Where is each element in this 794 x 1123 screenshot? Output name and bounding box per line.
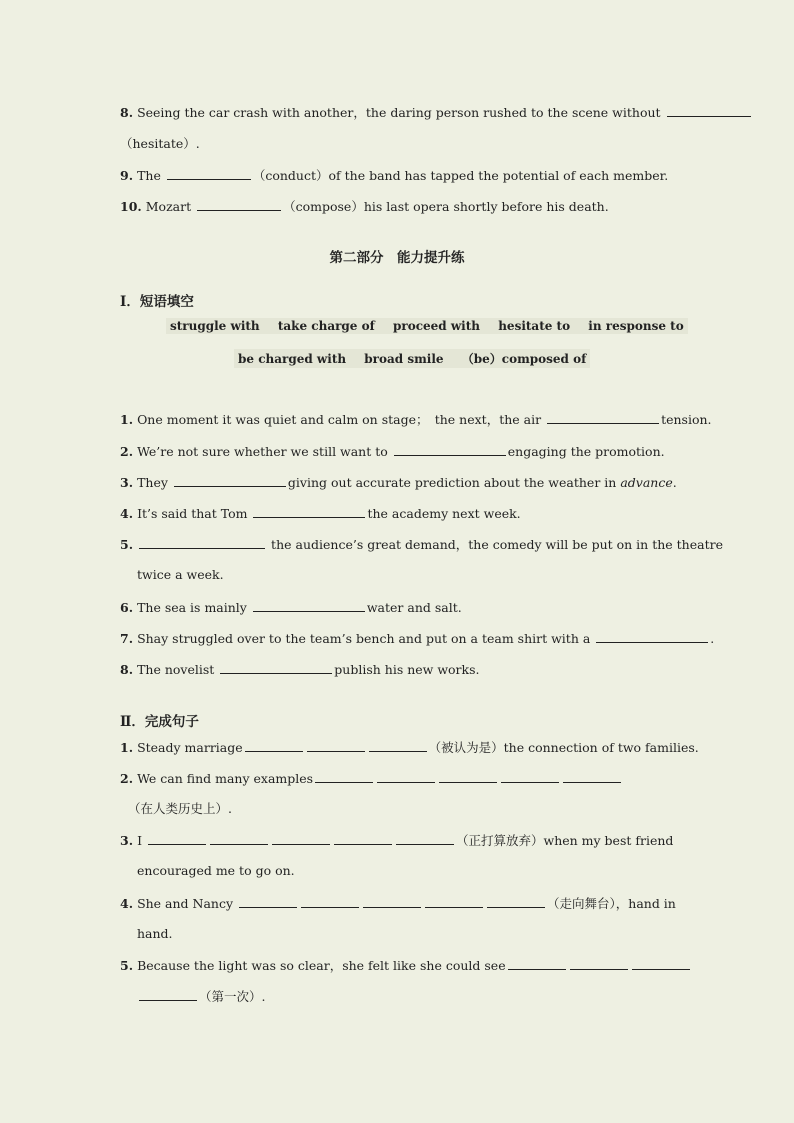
exercise-item-cont: hand. bbox=[137, 926, 173, 941]
exercise-item: 1. One moment it was quiet and calm on stage； the next，the air tension. bbox=[120, 412, 712, 427]
phrase-item: broad smile bbox=[364, 352, 444, 366]
answer-blank[interactable] bbox=[632, 957, 690, 970]
phrase-item: hesitate to bbox=[498, 319, 571, 333]
answer-blank[interactable] bbox=[139, 988, 197, 1001]
section1-heading: Ⅰ．短语填空 bbox=[120, 294, 194, 310]
answer-blank[interactable] bbox=[487, 895, 545, 908]
exercise-item: 8. The novelist publish his new works. bbox=[120, 662, 480, 677]
answer-blank[interactable] bbox=[167, 167, 251, 180]
answer-blank[interactable] bbox=[363, 895, 421, 908]
exercise-item: 1. Steady marriage （被认为是）the connection of two families. bbox=[120, 740, 699, 755]
answer-blank[interactable] bbox=[301, 895, 359, 908]
answer-blank[interactable] bbox=[148, 832, 206, 845]
answer-blank[interactable] bbox=[369, 739, 427, 752]
answer-blank[interactable] bbox=[174, 474, 286, 487]
exercise-item: 3. I （正打算放弃）when my best friend bbox=[120, 833, 674, 848]
phrase-item: （be）composed of bbox=[461, 352, 587, 366]
exercise-item: 4. She and Nancy （走向舞台），hand in bbox=[120, 896, 676, 911]
answer-blank[interactable] bbox=[596, 630, 708, 643]
exercise-item: 2. We’re not sure whether we still want to engaging the promotion. bbox=[120, 444, 665, 459]
exercise-item: 7. Shay struggled over to the team’s bench and put on a team shirt with a . bbox=[120, 631, 715, 646]
answer-blank[interactable] bbox=[547, 411, 659, 424]
answer-blank[interactable] bbox=[139, 536, 265, 549]
exercise-item-cont: encouraged me to go on. bbox=[137, 863, 295, 878]
answer-blank[interactable] bbox=[501, 770, 559, 783]
answer-blank[interactable] bbox=[563, 770, 621, 783]
answer-blank[interactable] bbox=[334, 832, 392, 845]
exercise-item-8-cont: （hesitate）. bbox=[120, 136, 200, 151]
exercise-item: 5. the audience’s great demand，the comedy will be put on in the theatre bbox=[120, 537, 723, 552]
answer-blank[interactable] bbox=[315, 770, 373, 783]
exercise-item-cont: （第一次）. bbox=[137, 988, 265, 1005]
answer-blank[interactable] bbox=[570, 957, 628, 970]
answer-blank[interactable] bbox=[396, 832, 454, 845]
answer-blank[interactable] bbox=[197, 198, 281, 211]
answer-blank[interactable] bbox=[239, 895, 297, 908]
answer-blank[interactable] bbox=[210, 832, 268, 845]
phrase-item: be charged with bbox=[238, 352, 347, 366]
answer-blank[interactable] bbox=[667, 104, 751, 117]
answer-blank[interactable] bbox=[245, 739, 303, 752]
exercise-item-10: 10. Mozart （compose）his last opera shortly before his death. bbox=[120, 199, 609, 214]
answer-blank[interactable] bbox=[439, 770, 497, 783]
answer-blank[interactable] bbox=[307, 739, 365, 752]
phrase-bank-row1 bbox=[166, 318, 688, 334]
phrase-item: proceed with bbox=[392, 319, 481, 333]
answer-blank[interactable] bbox=[508, 957, 566, 970]
exercise-item: 3. They giving out accurate prediction about the weather in advance. bbox=[120, 475, 677, 490]
exercise-item: 5. Because the light was so clear，she felt like she could see bbox=[120, 957, 692, 974]
phrase-item: take charge of bbox=[277, 319, 375, 333]
exercise-item: 4. It’s said that Tom the academy next week. bbox=[120, 506, 521, 521]
exercise-item-8: 8. Seeing the car crash with another，the daring person rushed to the scene without bbox=[120, 104, 753, 121]
answer-blank[interactable] bbox=[394, 443, 506, 456]
answer-blank[interactable] bbox=[272, 832, 330, 845]
answer-blank[interactable] bbox=[253, 599, 365, 612]
exercise-item-cont: twice a week. bbox=[137, 567, 224, 582]
section2-heading: Ⅱ．完成句子 bbox=[120, 714, 199, 730]
exercise-item-9: 9. The （conduct）of the band has tapped the potential of each member. bbox=[120, 168, 669, 183]
part2-title: 第二部分 能力提升练 bbox=[329, 250, 465, 266]
answer-blank[interactable] bbox=[377, 770, 435, 783]
exercise-item: 6. The sea is mainly water and salt. bbox=[120, 600, 462, 615]
answer-blank[interactable] bbox=[220, 661, 332, 674]
phrase-item: in response to bbox=[588, 319, 684, 333]
exercise-item-cont: （在人类历史上）. bbox=[128, 801, 232, 816]
answer-blank[interactable] bbox=[425, 895, 483, 908]
phrase-bank-row2 bbox=[234, 349, 590, 368]
phrase-item: struggle with bbox=[170, 319, 260, 333]
answer-blank[interactable] bbox=[253, 505, 365, 518]
exercise-item: 2. We can find many examples bbox=[120, 770, 623, 787]
